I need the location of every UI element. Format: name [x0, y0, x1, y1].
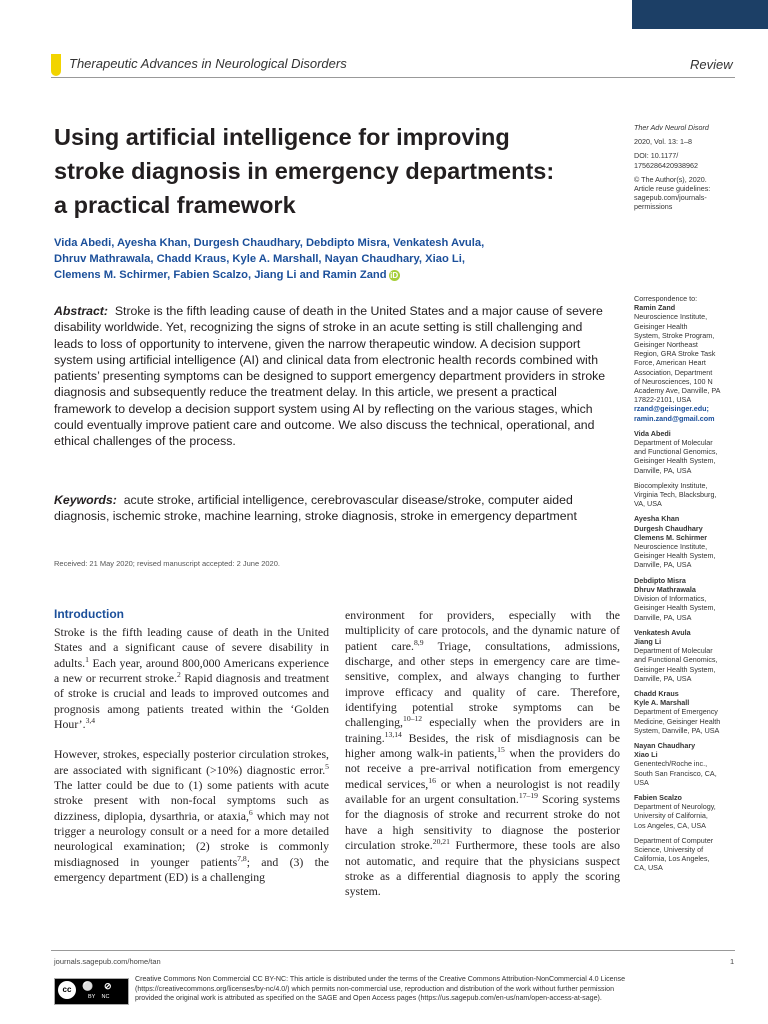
- citation[interactable]: 1: [85, 654, 89, 664]
- citation[interactable]: 13,14: [384, 729, 402, 739]
- cc-tags: [88, 994, 109, 1000]
- author-name: Nayan Chaudhary: [634, 740, 696, 750]
- license-line: (https://creativecommons.org/licenses/by-nc/4.0/) which permits non-commercial use, reproduction and distribution of the work without further permission: [135, 984, 615, 993]
- author-name: Jiang Li: [634, 636, 662, 646]
- doi-label[interactable]: DOI: 10.1177/: [634, 151, 679, 161]
- orcid-icon[interactable]: iD: [390, 270, 399, 280]
- affiliation-line: Genentech/Roche inc.,: [634, 759, 708, 769]
- intro-paragraph-3: environment for providers, especially with the multiplicity of care protocols, and the dynamic nature of patient care.$^{8,9}$ Triage, consultations, admissions, discharge, and other steps in emergency care are time-sensitive, complex, and always changing to further improve efficacy and quality of care. Therefore, identifying potential stroke symptoms can be challenging,$^{10-12}$ especially when the providers are in training.$^{13,14}$ Besides, the risk of misdiagnosis can be higher among walk-in patients,$^{15}$ when the providers do not receive a pre-arrival notification from emergency medical services,$^{16}$ or when a neurologist is not readily available for an urgent consultation.$^{17-19}$ Scoring systems for the diagnosis of stroke and recurrent stroke do not have a high sensitivity to diagnose the posterior circulation stroke.$^{20,21}$ Furthermore, these tools are also not automatic, and require that the physicians suspect stroke as a differential diagnosis to apply the scoring system.: [345, 608, 621, 899]
- affiliation-block: [634, 481, 746, 515]
- abstract-label: Abstract:: [54, 304, 108, 318]
- journal-name[interactable]: Therapeutic Advances in Neurological Disorders: [69, 56, 347, 71]
- affiliation-line: Department of Molecular: [634, 646, 713, 656]
- address-line: of Neurosciences, 100 N: [634, 376, 713, 386]
- affiliation-line: and Functional Genomics,: [634, 447, 718, 457]
- author-name: Durgesh Chaudhary: [634, 523, 703, 533]
- author-name: Kyle A. Marshall: [634, 698, 690, 708]
- address-line: 17822-2101, USA: [634, 395, 692, 405]
- affiliation-line: Danville, PA, USA: [634, 673, 692, 683]
- affiliation-block: [634, 689, 746, 741]
- affiliation-line: California, Los Angeles,: [634, 854, 710, 864]
- affiliation-line: Danville, PA, USA: [634, 612, 692, 622]
- author-name: Ayesha Khan: [634, 514, 680, 524]
- cc-by-label: BY: [88, 994, 96, 1000]
- author-line: Vida Abedi, Ayesha Khan, Durgesh Chaudhary, Debdipto Misra, Venkatesh Avula,: [54, 237, 485, 249]
- citation[interactable]: 7,8: [237, 853, 247, 863]
- article-metadata: [634, 123, 746, 212]
- affiliation-block: [634, 793, 746, 836]
- affiliation-line: USA: [634, 777, 649, 787]
- reuse-link[interactable]: sagepub.com/journals-: [634, 193, 707, 203]
- title-line: a practical framework: [54, 192, 296, 218]
- keywords: [54, 492, 612, 525]
- email-link[interactable]: rzand@geisinger.edu;: [634, 404, 709, 414]
- article-type: Review: [690, 57, 733, 72]
- affiliation-line: Virginia Tech, Blacksburg,: [634, 490, 717, 500]
- intro-paragraph-2: However, strokes, especially posterior circulation strokes, are associated with significant (>10%) diagnostic error.$^5$ The latter could be due to (1) some patients with acute stroke present with non-focal symptoms such as dizziness, diplopia, dysarthria, or ataxia,$^6$ which may not trigger a neurology consult or a need for a more detailed neurological examination; (2) stroke is commonly misdiagnosed in younger patients$^{7,8}$; and (3) the emergency department (ED) is a challenging: [54, 747, 329, 885]
- affiliation-list: [634, 429, 746, 879]
- correspondence-name: Ramin Zand: [634, 303, 676, 313]
- citation[interactable]: 20,21: [432, 837, 450, 847]
- affiliation-line: Geisinger Health System,: [634, 664, 716, 674]
- author-name: Vida Abedi: [634, 428, 671, 438]
- author-name: Dhruv Mathrawala: [634, 584, 696, 594]
- corner-accent-block: [632, 0, 768, 29]
- citation[interactable]: 17–19: [518, 791, 538, 801]
- body-column-right: [345, 608, 620, 900]
- affiliation-line: Geisinger Health System,: [634, 456, 716, 466]
- affiliation-line: Science, University of: [634, 844, 704, 854]
- affiliation-line: Medicine, Geisinger Health: [634, 716, 721, 726]
- cc-nc-label: NC: [101, 994, 110, 1000]
- copyright: © The Author(s), 2020.: [634, 174, 707, 184]
- affiliation-line: CA, USA: [634, 863, 663, 873]
- address-line: Force, American Heart: [634, 358, 706, 368]
- doi-suffix[interactable]: 1756286420938962: [634, 160, 698, 170]
- intro-paragraph-1: Stroke is the fifth leading cause of death in the United States and a significant cause of severe disability in adults.$^1$ Each year, around 800,000 Americans experience a new or recurrent stroke.$^2$ Rapid diagnosis and treatment of stroke is crucial and leads to improved outcomes and prognosis among patients treated within the ‘Golden Hour’.$^{3,4}$: [54, 625, 329, 732]
- address-line: Academy Ave, Danville, PA: [634, 386, 721, 396]
- citation[interactable]: 6: [248, 807, 253, 817]
- citation[interactable]: 10–12: [402, 714, 423, 724]
- license-text: [135, 975, 735, 1004]
- citation[interactable]: 16: [428, 775, 436, 785]
- affiliation-line: South San Francisco, CA,: [634, 768, 717, 778]
- affiliation-block: [634, 429, 746, 481]
- citation[interactable]: 5: [325, 761, 329, 771]
- affiliation-line: Geisinger Health System,: [634, 551, 716, 561]
- email-link[interactable]: ramin.zand@gmail.com: [634, 413, 715, 423]
- author-name: Clemens M. Schirmer: [634, 532, 708, 542]
- citation[interactable]: 15: [497, 745, 505, 755]
- affiliation-line: Division of Informatics,: [634, 594, 707, 604]
- citation[interactable]: 8,9: [413, 637, 424, 647]
- author-line: Clemens M. Schirmer, Fabien Scalzo, Jiang Li and Ramin Zand: [54, 269, 387, 281]
- affiliation-line: Danville, PA, USA: [634, 465, 692, 475]
- author-name: Chadd Kraus: [634, 688, 679, 698]
- correspondence-affiliations: [634, 294, 746, 879]
- affiliation-line: Los Angeles, CA, USA: [634, 820, 706, 830]
- footer-rule: [51, 950, 735, 951]
- address-line: Association, Department: [634, 367, 713, 377]
- author-line: Dhruv Mathrawala, Chadd Kraus, Kyle A. Marshall, Nayan Chaudhary, Xiao Li,: [54, 253, 465, 265]
- license-line: provided the original work is attributed as specified on the SAGE and Open Access pages (https://us.sagepub.com/en-us/nam/open-access-at-sage).: [135, 994, 602, 1002]
- affiliation-line: Department of Computer: [634, 835, 714, 845]
- affiliation-line: University of California,: [634, 811, 708, 821]
- address-line: System, Stroke Program,: [634, 330, 715, 340]
- noncommercial-icon: ⊘: [104, 981, 112, 991]
- affiliation-line: System, Danville, PA, USA: [634, 725, 720, 735]
- affiliation-line: Biocomplexity Institute,: [634, 480, 708, 490]
- license-line: Creative Commons Non Commercial CC BY-NC: This article is distributed under the terms of the Creative Commons Attribution-NonCommercial 4.0 License: [135, 975, 626, 983]
- page-number: 1: [730, 957, 735, 966]
- attribution-icon: ⚪: [82, 981, 94, 991]
- keywords-label: Keywords:: [54, 493, 117, 507]
- journal-url[interactable]: journals.sagepub.com/home/tan: [54, 957, 161, 966]
- section-heading-introduction: Introduction: [54, 607, 124, 621]
- affiliation-line: Department of Molecular: [634, 438, 713, 448]
- address-line: Region, GRA Stroke Task: [634, 349, 716, 359]
- author-name: Debdipto Misra: [634, 575, 686, 585]
- affiliation-line: Danville, PA, USA: [634, 560, 692, 570]
- address-line: Geisinger Health: [634, 321, 688, 331]
- abstract: [54, 303, 612, 450]
- title-line: stroke diagnosis in emergency departments:: [54, 158, 555, 184]
- affiliation-block: [634, 836, 746, 879]
- affiliation-line: Geisinger Health System,: [634, 603, 716, 613]
- affiliation-line: Department of Neurology,: [634, 802, 716, 812]
- abstract-text: Stroke is the fifth leading cause of death in the United States and a major cause of severe disability worldwide. Yet, recognizing the signs of stroke in an acute setting is still challenging and leads to loss of opportunity to intervene, given the narrow therapeutic window. A decision support system using artificial intelligence (AI) and clinical data from electronic health records combined with patients’ presenting symptoms can be designed to support emergency department providers in stroke diagnosis and subsequently reduce the treatment delay. In this article, we present a practical framework to develop a decision support system using AI by reflecting on the various stages, which could eventually improve patient care and outcome. We also discuss the technical, operational, and ethical challenges of the process.: [54, 304, 606, 449]
- body-column-left: [54, 625, 329, 886]
- correspondence-label: Correspondence to:: [634, 294, 698, 303]
- reuse-link[interactable]: permissions: [634, 202, 673, 212]
- reuse-guidelines: Article reuse guidelines:: [634, 184, 711, 194]
- affiliation-line: and Functional Genomics,: [634, 655, 718, 665]
- affiliation-line: Department of Emergency: [634, 707, 718, 717]
- received-dates: Received: 21 May 2020; revised manuscript accepted: 2 June 2020.: [54, 559, 280, 568]
- affiliation-line: VA, USA: [634, 499, 662, 509]
- header-rule: [51, 77, 735, 78]
- affiliation-block: [634, 628, 746, 689]
- volume-info: 2020, Vol. 13: 1–8: [634, 137, 692, 147]
- affiliation-block: [634, 741, 746, 793]
- correspondence-address: [634, 312, 746, 404]
- address-line: Geisinger Northeast: [634, 340, 698, 350]
- journal-tab-marker: [51, 54, 61, 76]
- author-name: Venkatesh Avula: [634, 627, 691, 637]
- citation[interactable]: 2: [176, 670, 181, 680]
- creative-commons-icon: cc: [58, 981, 76, 999]
- article-title: [54, 120, 614, 222]
- affiliation-block: [634, 576, 746, 628]
- author-name: Fabien Scalzo: [634, 792, 682, 802]
- affiliation-block: [634, 514, 746, 575]
- address-line: Neuroscience Institute,: [634, 312, 708, 322]
- citation[interactable]: 3,4: [85, 716, 96, 726]
- journal-abbrev: Ther Adv Neurol Disord: [634, 123, 709, 132]
- author-list: [54, 235, 524, 283]
- author-name: Xiao Li: [634, 750, 658, 760]
- keywords-text: acute stroke, artificial intelligence, cerebrovascular disease/stroke, computer aided diagnosis, ischemic stroke, machine learning, stroke diagnosis, stroke in emergency department: [54, 493, 577, 524]
- affiliation-line: Neuroscience Institute,: [634, 542, 708, 552]
- title-line: Using artificial intelligence for improving: [54, 124, 510, 150]
